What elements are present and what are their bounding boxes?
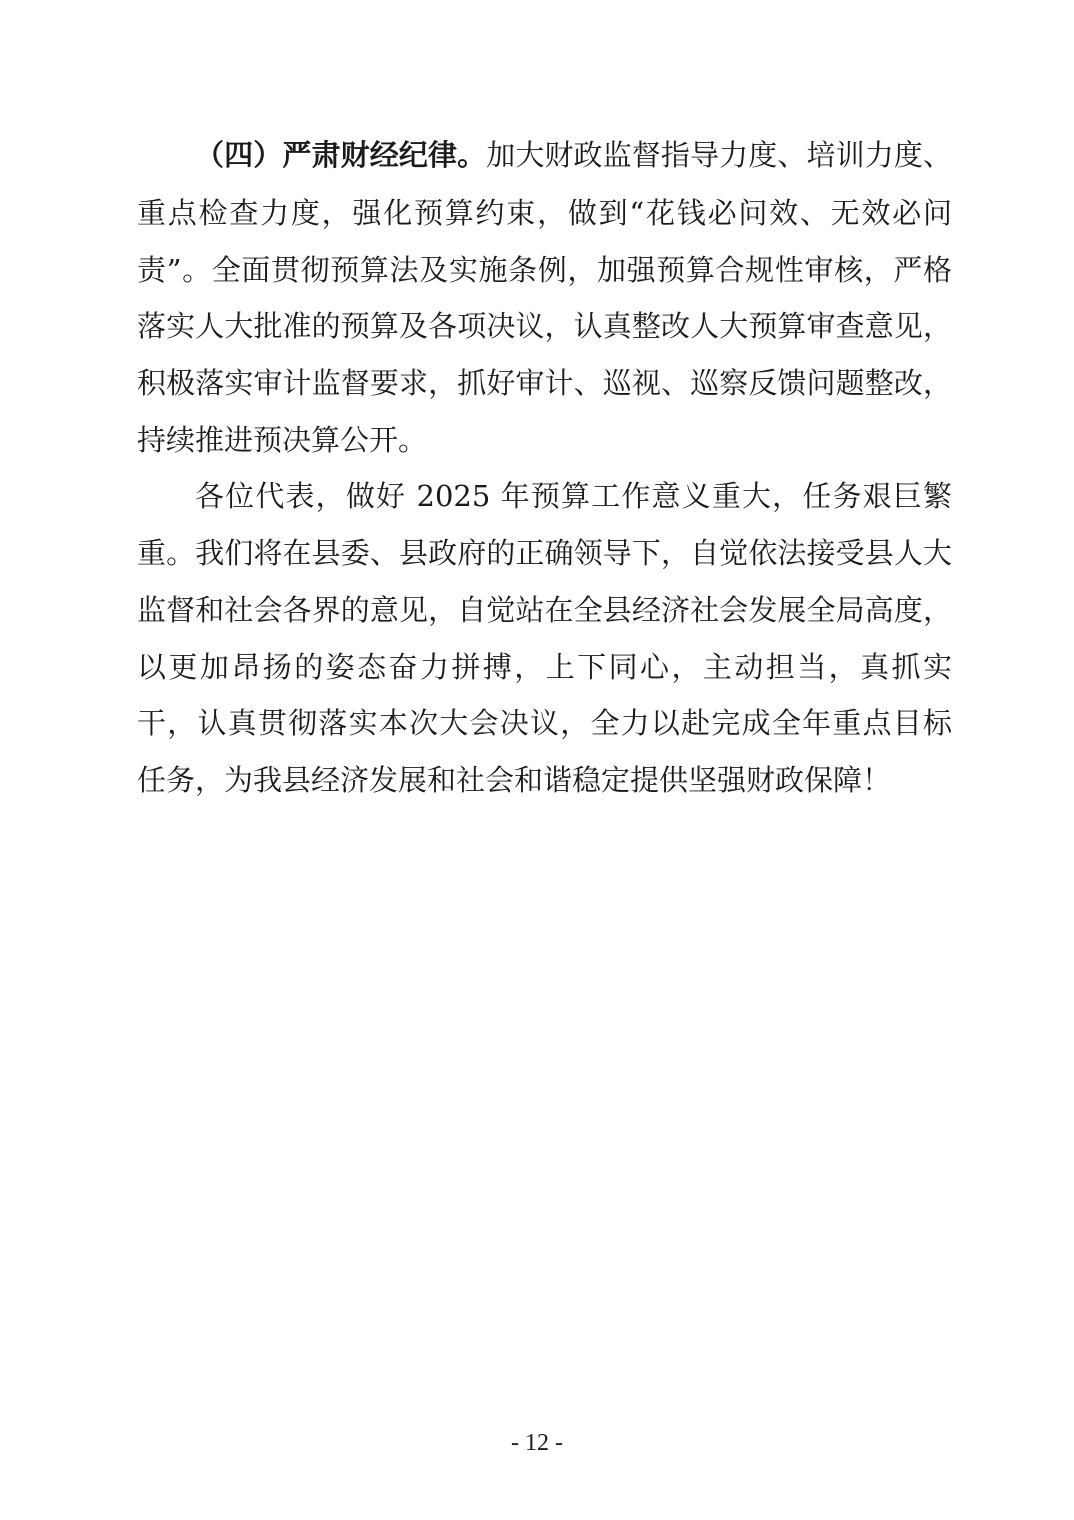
paragraph-1-line-6: 持续推进预决算公开。 <box>137 423 428 457</box>
paragraph-1-line-3: 责”。全面贯彻预算法及实施条例，加强预算合规性审核，严格 <box>137 253 952 287</box>
paragraph-1-line-2: 重点检查力度，强化预算约束，做到“花钱必问效、无效必问 <box>137 196 952 230</box>
page-number: - 12 - <box>511 1430 563 1456</box>
paragraph-1-line-4: 落实人大批准的预算及各项决议，认真整改人大预算审查意见， <box>137 309 952 343</box>
paragraph-2-line-6: 任务，为我县经济发展和社会和谐稳定提供坚强财政保障！ <box>137 763 892 797</box>
paragraph-2-line-3: 监督和社会各界的意见，自觉站在全县经济社会发展全局高度， <box>137 593 952 627</box>
paragraph-2-line-2: 重。我们将在县委、县政府的正确领导下，自觉依法接受县人大 <box>137 536 952 570</box>
paragraph-2-line-5: 干，认真贯彻落实本次大会决议，全力以赴完成全年重点目标 <box>137 706 952 740</box>
paragraph-1-line-1 <box>195 135 952 175</box>
section-heading: （四）严肃财经纪律。 <box>195 138 487 172</box>
paragraph-text: 加大财政监督指导力度、培训力度、 <box>486 138 952 172</box>
paragraph-1-line-5: 积极落实审计监督要求，抓好审计、巡视、巡察反馈问题整改， <box>137 366 952 400</box>
paragraph-2-line-1: 各位代表，做好 2025 年预算工作意义重大，任务艰巨繁 <box>195 479 952 513</box>
paragraph-2-line-4: 以更加昂扬的姿态奋力拼搏，上下同心，主动担当，真抓实 <box>137 650 952 684</box>
